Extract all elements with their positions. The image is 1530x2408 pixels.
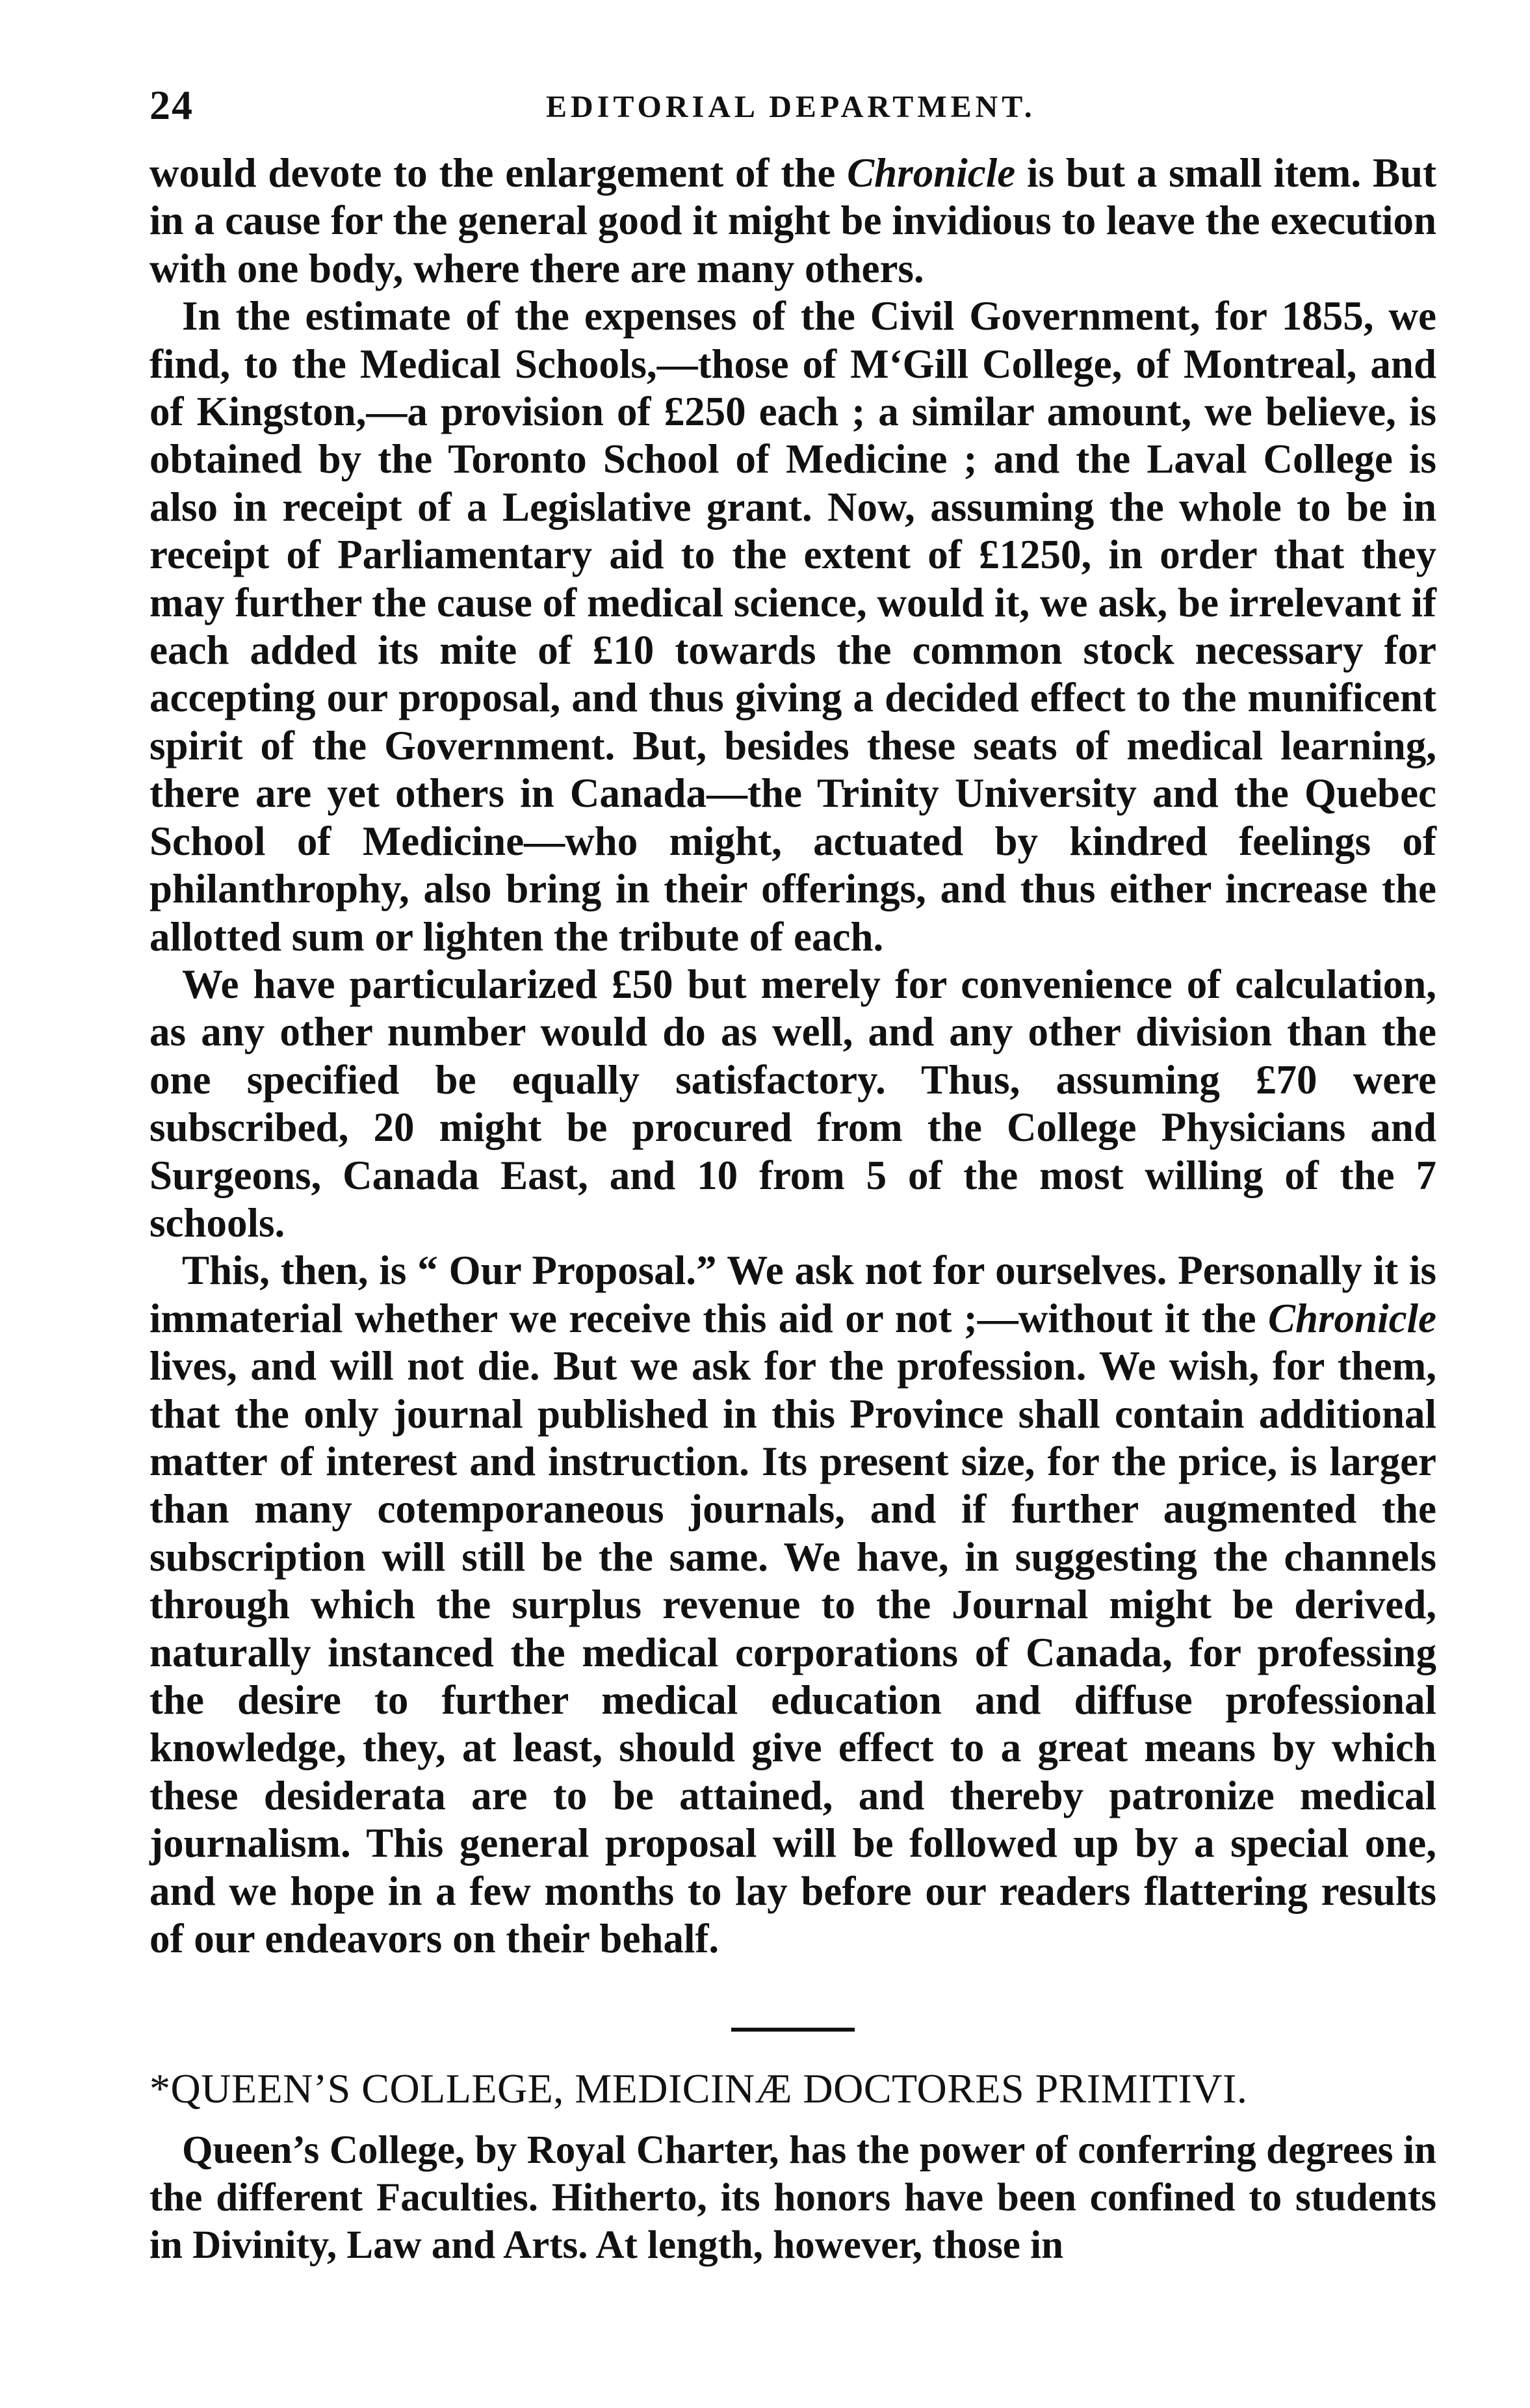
section-paragraph: Queen’s College, by Royal Charter, has the power of conferring degrees in the different Faculties. Hitherto, its honors have been confined to students in Divinity, Law and Arts. At length, however, those in: [149, 2128, 1436, 2268]
page-header: [149, 81, 1384, 140]
article-body: [149, 150, 1436, 2269]
paragraph-particularized: We have particularized £50 but merely for convenience of calculation, as any other number would do as well, and any other division than the one specified be equally satisfactory. Thus, assuming £70 were subscribed, 20 might be procured from the College Physicians and Surgeons, Canada East, and 10 from 5 of the most willing of the 7 schools.: [149, 961, 1436, 1246]
paragraph-text-after-italic: lives, and will not die. But we ask for the profession. We wish, for them, that the only journal published in this Province shall contain additional matter of interest and instruction. Its present size, for the price, is larger than many cotemporaneous journals, and if further augmented the subscription will still be the same. We have, in suggesting the channels through which the surplus revenue to the Journal might be derived, naturally instanced the medical corporations of Canada, for professing the desire to further medical education and diffuse professional knowledge, they, at least, should give effect to a great means by which these desiderata are to be attained, and thereby patronize medical journalism. This general proposal will be followed up by a special one, and we hope in a few months to lay before our readers flattering results of our endeavors on their behalf.: [149, 1343, 1436, 1962]
paragraph-expenses-estimate: In the estimate of the expenses of the Civil Government, for 1855, we find, to the Medical Schools,—those of M‘Gill College, of Montreal, and of Kingston,—a provision of £250 each ; a similar amount, we believe, is obtained by the Toronto School of Medicine ; and the Laval College is also in receipt of a Legislative grant. Now, assuming the whole to be in receipt of Parliamentary aid to the extent of £1250, in order that they may further the cause of medical science, would it, we ask, be irrelevant if each added its mite of £10 towards the common stock necessary for accepting our proposal, and thus giving a decided effect to the munificent spirit of the Government. But, besides these seats of medical learning, there are yet others in Canada—the Trinity University and the Quebec School of Medicine—who might, actuated by kindred feelings of philanthrophy, also bring in their offerings, and thus either increase the allotted sum or lighten the tribute of each.: [149, 293, 1436, 960]
section-heading: *QUEEN’S COLLEGE, MEDICINÆ DOCTORES PRIMITIVI.: [149, 2065, 1248, 2112]
paragraph-text-before-italic: This, then, is “ Our Proposal.” We ask not for ourselves. Personally it is immaterial whether we receive this aid or not ;—without it the: [149, 1248, 1436, 1341]
paragraph-our-proposal: [149, 1247, 1436, 1963]
running-head: EDITORIAL DEPARTMENT.: [546, 90, 1036, 124]
paragraph-text-after-italic: is but a small item. But in a cause for the general good it might be invidious to leave the execution with one body, where there are many others.: [149, 150, 1436, 291]
page-number: 24: [149, 82, 194, 128]
paragraph-continuation: [149, 150, 1436, 293]
paragraph-text-before-italic: would devote to the enlargement of the: [149, 150, 848, 196]
journal-title-italic: Chronicle: [847, 150, 1016, 196]
journal-title-italic: Chronicle: [1267, 1295, 1436, 1341]
section-divider-rule: [731, 2028, 855, 2032]
